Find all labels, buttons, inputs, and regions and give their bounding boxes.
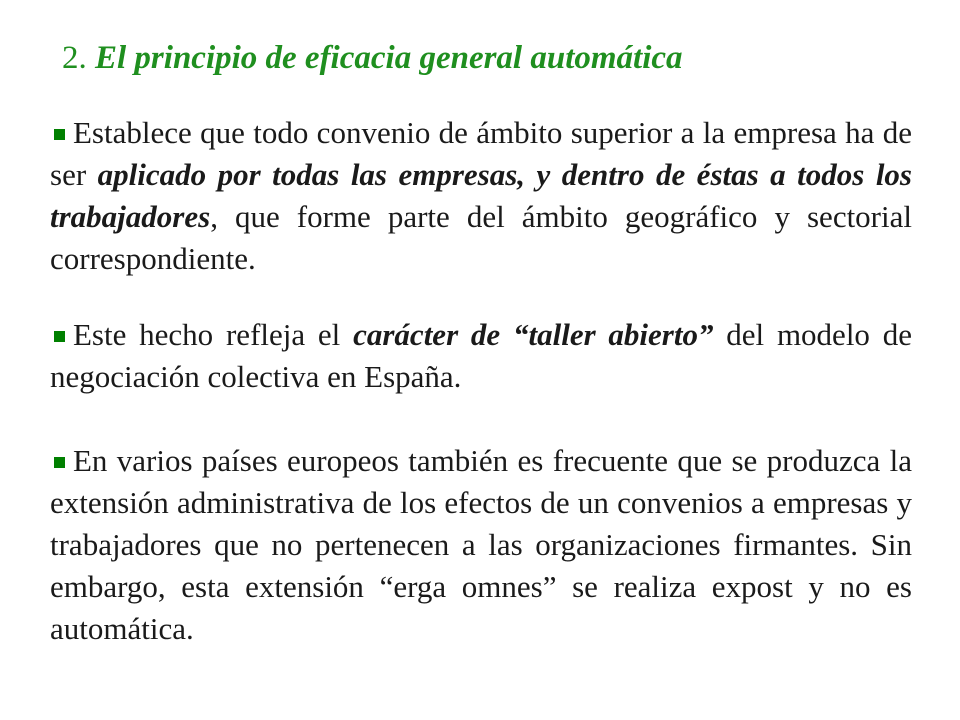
bullet-3-text: En varios países europeos también es frecuente que se produzca la extensión administrativa de los efectos de un convenios a empresas y trabajadores que no pertenecen a las organizaciones firmantes. Sin embargo, esta extensión “erga omnes” se realiza expost y no es automática.	[50, 443, 912, 646]
bullet-2-text-end: del modelo de negociación colectiva en España.	[50, 317, 912, 394]
square-bullet-icon	[54, 331, 65, 342]
bullet-paragraph-3	[50, 440, 912, 650]
square-bullet-icon	[54, 129, 65, 140]
slide-title	[62, 38, 683, 78]
bullet-2-emphasis: carácter de “taller abierto”	[353, 317, 714, 352]
bullet-paragraph-1	[50, 112, 912, 280]
square-bullet-icon	[54, 457, 65, 468]
title-number: 2.	[62, 40, 95, 76]
bullet-2-text-start: Este hecho refleja el	[73, 317, 354, 352]
bullet-paragraph-2	[50, 314, 912, 398]
bullet-1-emphasis: aplicado por todas las empresas, y dentro de éstas a todos los trabajadores	[50, 157, 912, 234]
bullet-1-text-end: , que forme parte del ámbito geográfico y sectorial correspondiente.	[50, 199, 912, 276]
title-text: El principio de eficacia general automática	[95, 40, 683, 76]
bullet-1-text-start: Establece que todo convenio de ámbito superior a la empresa ha de ser	[50, 115, 912, 192]
